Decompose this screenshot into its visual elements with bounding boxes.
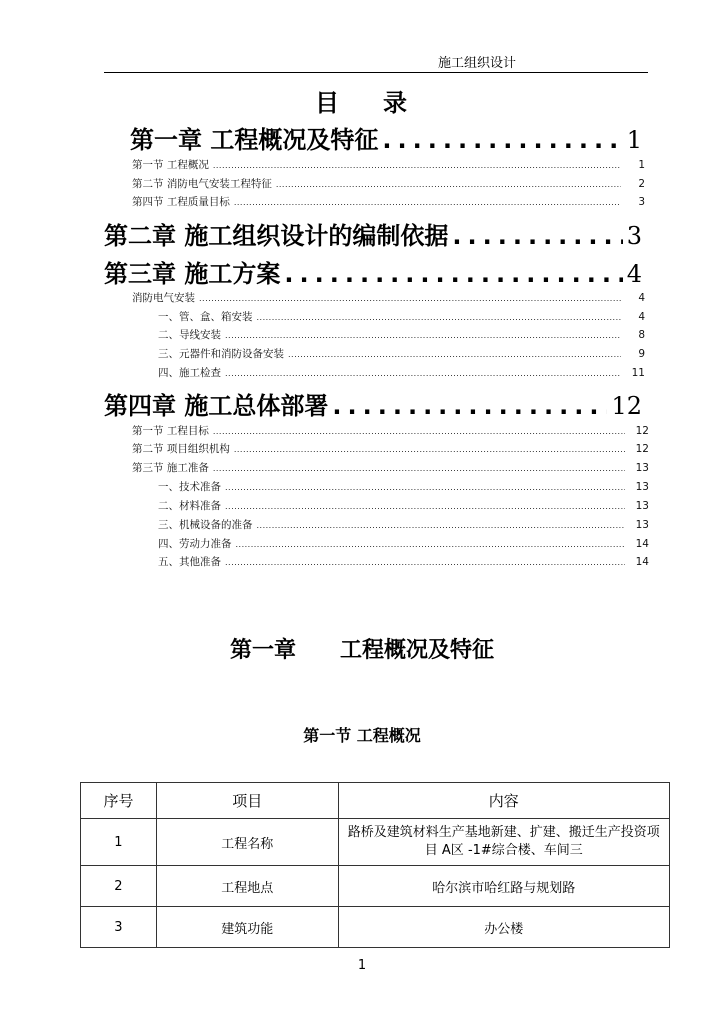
- table-header-cell: 项目: [156, 783, 338, 819]
- toc-chapter[interactable]: [130, 120, 642, 152]
- toc-subsection[interactable]: [158, 498, 649, 514]
- project-info-table: [80, 782, 670, 948]
- table-header-row: [81, 783, 670, 819]
- toc-label: 四、劳动力准备: [158, 538, 232, 550]
- table-cell-index: 2: [81, 866, 157, 907]
- toc-section[interactable]: [132, 460, 649, 476]
- toc-subsection[interactable]: [158, 365, 645, 381]
- toc-page: 13: [635, 519, 649, 531]
- chapter-heading: [0, 633, 724, 664]
- toc-label: 第二章 施工组织设计的编制依据: [104, 222, 449, 250]
- toc-section[interactable]: [132, 176, 645, 192]
- toc-leader: [213, 427, 625, 436]
- toc-label: 第一章 工程概况及特征: [130, 126, 379, 154]
- toc-chapter[interactable]: [104, 254, 642, 286]
- toc-label: 二、材料准备: [158, 500, 221, 512]
- toc-leader: [236, 540, 626, 549]
- toc-leader: [332, 392, 607, 420]
- toc-page: 11: [631, 367, 645, 379]
- table-row: [81, 819, 670, 866]
- toc-leader: [225, 331, 621, 340]
- toc-leader: [382, 126, 622, 154]
- toc-label: 第四章 施工总体部署: [104, 392, 329, 420]
- toc-label: 二、导线安装: [158, 329, 221, 341]
- toc-chapter[interactable]: [104, 216, 642, 248]
- toc-label: 第二节 消防电气安装工程特征: [132, 178, 272, 190]
- table-cell-index: 3: [81, 907, 157, 948]
- toc-subsection[interactable]: [158, 517, 649, 533]
- toc-label: 第一节 工程概况: [132, 159, 209, 171]
- toc-section[interactable]: [132, 423, 649, 439]
- toc-leader: [199, 294, 621, 303]
- table-cell-content: 路桥及建筑材料生产基地新建、扩建、搬迁生产投资项目 A区 -1#综合楼、车间三: [338, 819, 669, 866]
- page-header-title: 施工组织设计: [437, 56, 516, 71]
- toc-leader: [234, 445, 625, 454]
- toc-label: 三、机械设备的准备: [158, 519, 253, 531]
- toc-leader: [213, 464, 625, 473]
- toc-subsection[interactable]: [158, 554, 649, 570]
- table-cell-content: 哈尔滨市哈红路与规划路: [338, 866, 669, 907]
- table-cell-item: 工程名称: [156, 819, 338, 866]
- toc-title-right: 录: [383, 89, 409, 117]
- toc-label: 一、技术准备: [158, 481, 221, 493]
- table-header-cell: 序号: [81, 783, 157, 819]
- toc-label: 一、管、盒、箱安装: [158, 311, 253, 323]
- toc-page: 3: [638, 196, 645, 208]
- toc-label: 四、施工检查: [158, 367, 221, 379]
- toc-subsection[interactable]: [158, 327, 645, 343]
- toc-page: 12: [635, 425, 649, 437]
- toc-page: 12: [611, 392, 642, 420]
- toc-leader: [225, 369, 621, 378]
- toc-leader: [234, 198, 621, 207]
- toc-leader: [452, 222, 622, 250]
- toc-section[interactable]: [132, 290, 645, 306]
- toc-page: 13: [635, 481, 649, 493]
- toc-subsection[interactable]: [158, 536, 649, 552]
- table-row: [81, 907, 670, 948]
- toc-page: 14: [635, 556, 649, 568]
- table-cell-item: 工程地点: [156, 866, 338, 907]
- toc-page: 12: [635, 443, 649, 455]
- toc-leader: [213, 161, 621, 170]
- table-row: [81, 866, 670, 907]
- page-number: 1: [357, 958, 367, 973]
- toc-subsection[interactable]: [158, 309, 645, 325]
- toc-page: 2: [638, 178, 645, 190]
- toc-leader: [257, 313, 622, 322]
- toc-page: 13: [635, 500, 649, 512]
- toc-label: 第三章 施工方案: [104, 260, 281, 288]
- toc-page: 4: [626, 260, 642, 288]
- table-cell-index: 1: [81, 819, 157, 866]
- toc-label: 三、元器件和消防设备安装: [158, 348, 284, 360]
- table-header-cell: 内容: [338, 783, 669, 819]
- toc-leader: [225, 483, 625, 492]
- toc-page: 1: [626, 126, 642, 154]
- toc-leader: [257, 521, 626, 530]
- toc-subsection[interactable]: [158, 346, 645, 362]
- toc-page: 8: [638, 329, 645, 341]
- toc-leader: [284, 260, 622, 288]
- toc-page: 1: [638, 159, 645, 171]
- section-heading: 第一节 工程概况: [303, 726, 421, 745]
- toc-leader: [225, 558, 625, 567]
- toc-leader: [288, 350, 621, 359]
- toc-subsection[interactable]: [158, 479, 649, 495]
- toc-label: 第一节 工程目标: [132, 425, 209, 437]
- toc-page: 13: [635, 462, 649, 474]
- toc-title-left: 目: [315, 89, 341, 117]
- toc-page: 4: [638, 311, 645, 323]
- toc-section[interactable]: [132, 441, 649, 457]
- toc-label: 第三节 施工准备: [132, 462, 209, 474]
- toc-leader: [276, 180, 621, 189]
- toc-label: 五、其他准备: [158, 556, 221, 568]
- toc-label: 第四节 工程质量目标: [132, 196, 230, 208]
- toc-title: [0, 83, 724, 118]
- chapter-heading-title: 工程概况及特征: [340, 638, 495, 663]
- toc-page: 14: [635, 538, 649, 550]
- toc-chapter[interactable]: [104, 386, 642, 418]
- chapter-heading-number: 第一章: [229, 638, 296, 663]
- toc-page: 4: [638, 292, 645, 304]
- toc-label: 第二节 项目组织机构: [132, 443, 230, 455]
- toc-label: 消防电气安装: [132, 292, 195, 304]
- toc-section[interactable]: [132, 194, 645, 210]
- toc-page: 3: [626, 222, 642, 250]
- table-cell-content: 办公楼: [338, 907, 669, 948]
- toc-page: 9: [638, 348, 645, 360]
- toc-leader: [225, 502, 625, 511]
- header-rule: [104, 72, 648, 73]
- table-cell-item: 建筑功能: [156, 907, 338, 948]
- toc-section[interactable]: [132, 157, 645, 173]
